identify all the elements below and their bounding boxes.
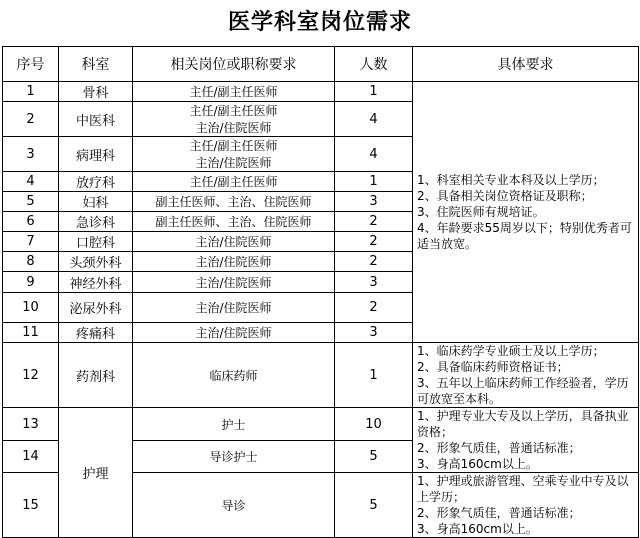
row-dept: 神经外科 [59,272,133,293]
row-no: 12 [3,343,59,408]
row-position [133,473,335,538]
header-row [3,47,639,82]
row-count: 1 [335,172,413,192]
row-position [133,343,335,408]
row-no: 6 [3,212,59,232]
header-count: 人数 [335,47,413,82]
position-line: 主治/住院医师 [195,326,272,340]
row-dept: 急诊科 [59,212,133,232]
row-dept: 骨科 [59,82,133,102]
row-count: 3 [335,272,413,293]
requirement-line: 2、形象气质佳，普通话标准； [417,506,581,520]
row-position [133,172,335,192]
requirement-line: 2、具备临床药师资格证书； [417,360,569,374]
position-line: 临床药师 [209,368,258,383]
row-position [133,232,335,252]
requirements-guide [413,473,639,538]
position-line: 主治/住院医师 [195,121,272,135]
row-dept: 泌尿外科 [59,293,133,323]
position-line: 副主任医师、主治、住院医师 [155,195,312,209]
row-count: 1 [335,343,413,408]
row-no: 13 [3,408,59,441]
row-dept: 放疗科 [59,172,133,192]
row-no: 5 [3,192,59,212]
table-row [3,82,639,102]
row-count: 4 [335,102,413,137]
position-line: 主治/住院医师 [195,235,272,249]
position-line: 导诊 [221,498,246,513]
row-count: 5 [335,441,413,473]
position-line: 主治/住院医师 [195,301,272,315]
position-line: 主任/副主任医师 [189,85,278,99]
header-requirements: 具体要求 [413,47,639,82]
row-position [133,192,335,212]
requirement-line: 1、护理专业大专及以上学历，具备执业资格； [417,409,629,439]
row-dept: 妇科 [59,192,133,212]
position-line: 护士 [221,417,246,432]
row-no: 2 [3,102,59,137]
requirement-line: 1、科室相关专业本科及以上学历； [417,173,605,187]
row-count: 2 [335,293,413,323]
position-line: 主治/住院医师 [195,156,272,170]
row-dept: 口腔科 [59,232,133,252]
row-no: 15 [3,473,59,538]
position-line: 副主任医师、主治、住院医师 [155,215,312,229]
row-position [133,137,335,172]
table-row [3,408,639,441]
positions-table [2,46,639,538]
row-position [133,408,335,441]
row-no: 1 [3,82,59,102]
row-count: 1 [335,82,413,102]
row-no: 10 [3,293,59,323]
row-position [133,252,335,272]
position-line: 主任/副主任医师 [189,139,278,153]
requirement-line: 4、年龄要求55周岁以下；特别优秀者可适当放宽。 [417,221,632,251]
row-position [133,102,335,137]
requirement-line: 2、具备相关岗位资格证及职称； [417,189,593,203]
requirement-line: 1、临床药学专业硕士及以上学历； [417,344,605,358]
position-line: 导诊护士 [209,450,258,465]
position-line: 主任/副主任医师 [189,175,278,189]
header-no: 序号 [3,47,59,82]
row-count: 3 [335,192,413,212]
row-dept: 头颈外科 [59,252,133,272]
row-no: 7 [3,232,59,252]
header-dept: 科室 [59,47,133,82]
row-position [133,293,335,323]
row-no: 4 [3,172,59,192]
row-count: 5 [335,473,413,538]
requirement-line: 3、住院医师有规培证。 [417,205,545,219]
row-count: 4 [335,137,413,172]
row-dept: 护理 [59,408,133,538]
row-no: 11 [3,323,59,343]
requirements-doctors [413,82,639,343]
position-line: 主治/住院医师 [195,275,272,290]
row-count: 2 [335,212,413,232]
row-count: 3 [335,323,413,343]
requirements-nurse [413,408,639,473]
position-line: 主治/住院医师 [195,255,272,269]
row-position [133,441,335,473]
requirement-line: 1、护理或旅游管理、空乘专业中专及以上学历； [417,474,629,504]
requirement-line: 2、形象气质佳，普通话标准； [417,441,581,455]
row-dept: 疼痛科 [59,323,133,343]
row-count: 10 [335,408,413,441]
row-dept: 药剂科 [59,343,133,408]
header-position: 相关岗位或职称要求 [133,47,335,82]
row-no: 3 [3,137,59,172]
row-position [133,212,335,232]
requirement-line: 3、五年以上临床药师工作经验者，学历可放宽至本科。 [417,376,629,406]
row-position [133,82,335,102]
row-no: 8 [3,252,59,272]
row-no: 14 [3,441,59,473]
table-row [3,343,639,408]
row-count: 2 [335,232,413,252]
requirement-line: 3、身高160cm以上。 [417,457,538,471]
row-position [133,272,335,293]
requirements-pharmacy [413,343,639,408]
row-count: 2 [335,252,413,272]
requirement-line: 3、身高160cm以上。 [417,522,538,536]
row-dept: 中医科 [59,102,133,137]
row-dept: 病理科 [59,137,133,172]
position-line: 主任/副主任医师 [189,104,278,118]
row-no: 9 [3,272,59,293]
row-position [133,323,335,343]
page-title: 医学科室岗位需求 [227,10,412,35]
